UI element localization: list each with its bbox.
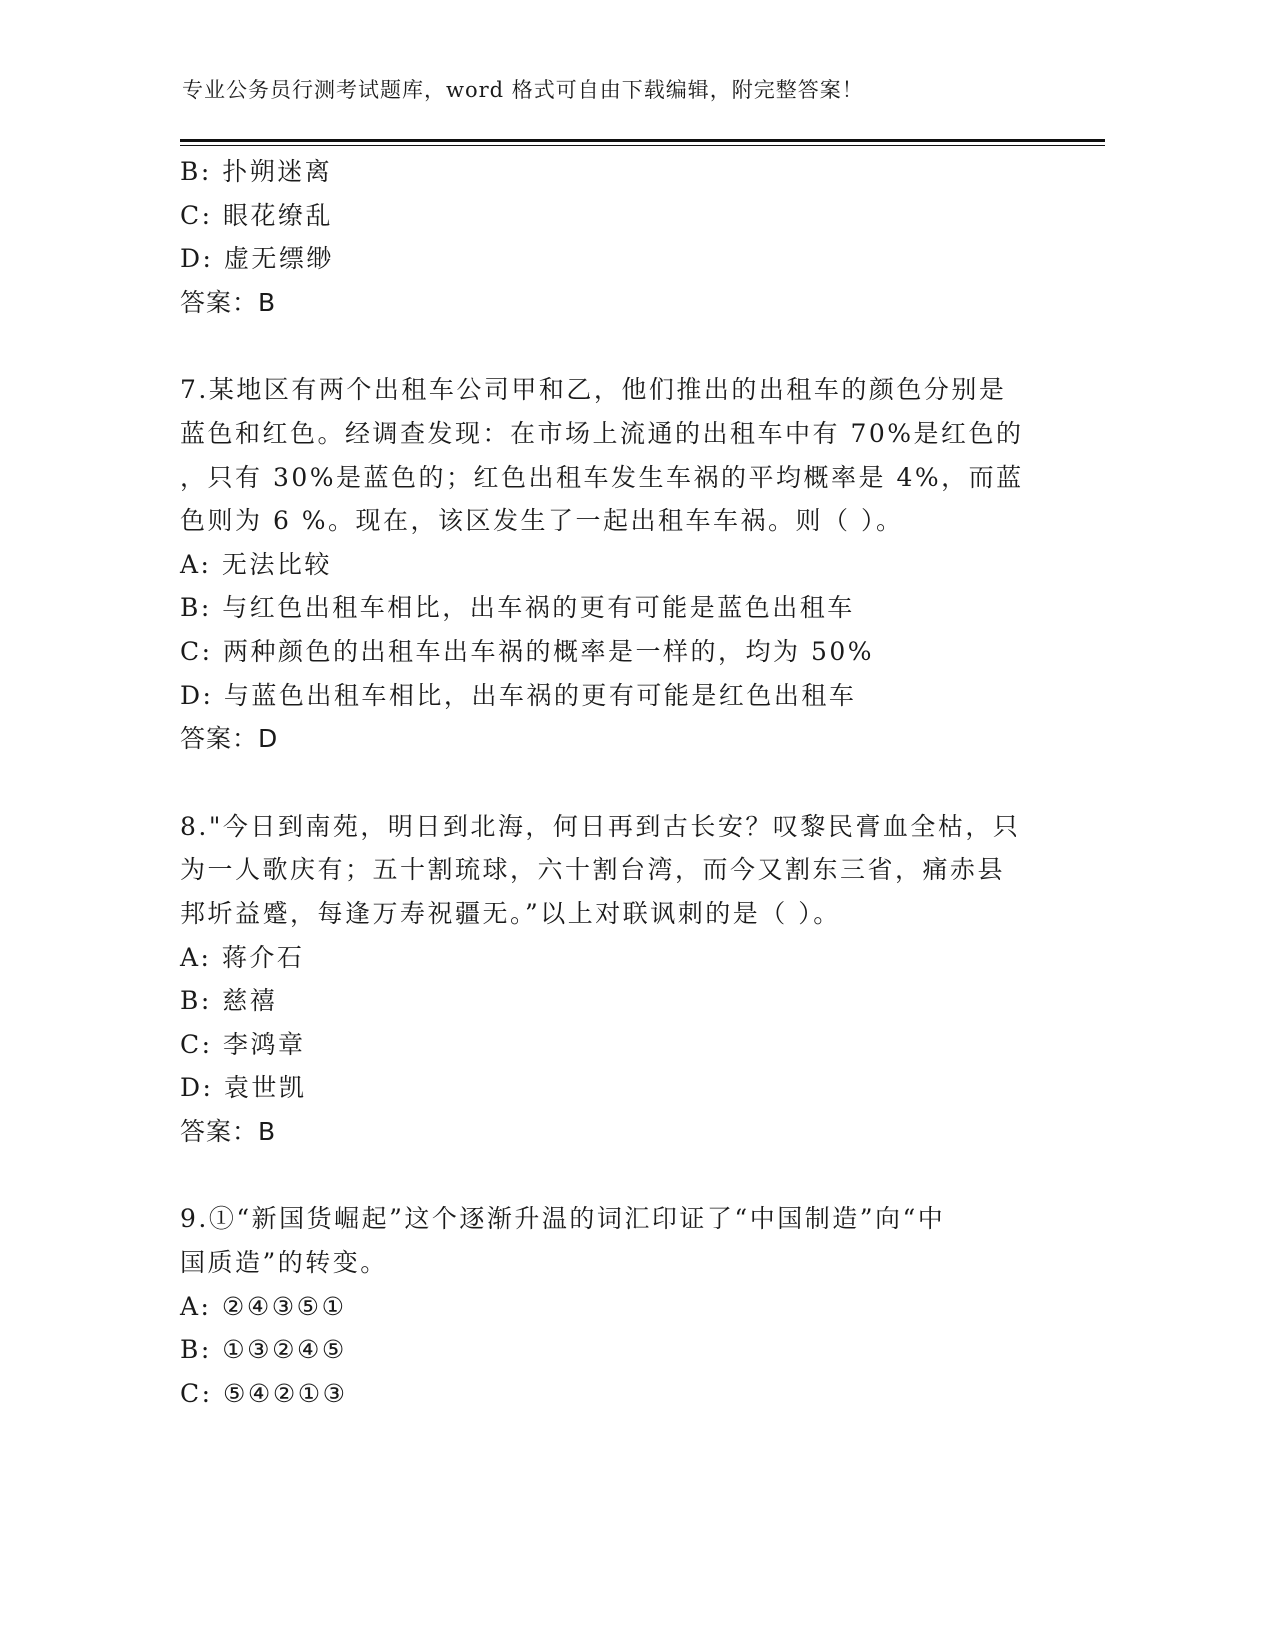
header-rule-thick (180, 139, 1105, 142)
option-a: A: 无法比较 (180, 549, 332, 579)
header-rule-thin (180, 145, 1105, 146)
question-stem-line: 9.①“新国货崛起”这个逐渐升温的词汇印证了“中国制造”向“中 (180, 1204, 946, 1234)
option-c: C: 眼花缭乱 (180, 200, 333, 230)
question-stem-line: 7.某地区有两个出租车公司甲和乙，他们推出的出租车的颜色分别是 (180, 375, 1007, 405)
option-d: D: 与蓝色出租车相比，出车祸的更有可能是红色出租车 (180, 680, 857, 710)
question-stem-line: ，只有 30%是蓝色的；红色出租车发生车祸的平均概率是 4%，而蓝 (180, 462, 1024, 492)
option-a: A: 蒋介石 (180, 942, 305, 972)
option-b: B: 慈禧 (180, 986, 278, 1016)
question-stem-line: 邦圻益蹙，每逢万寿祝疆无。”以上对联讽刺的是（ ）。 (180, 898, 841, 928)
page-header: 专业公务员行测考试题库，word 格式可自由下载编辑，附完整答案！ (182, 78, 864, 102)
question-stem-line: 色则为 6 %。现在，该区发生了一起出租车车祸。则（ ）。 (180, 506, 904, 536)
question-stem-line: 国质造”的转变。 (180, 1248, 388, 1278)
option-a: A: ②④③⑤① (180, 1291, 347, 1321)
answer: 答案：B (180, 287, 277, 317)
option-d: D: 虚无缥缈 (180, 244, 334, 274)
option-c: C: ⑤④②①③ (180, 1378, 348, 1408)
question-6-continued (180, 150, 1040, 324)
question-7 (180, 368, 1040, 760)
option-d: D: 袁世凯 (180, 1073, 307, 1103)
question-stem-line: 8."今日到南苑，明日到北海，何日再到古长安？叹黎民膏血全枯，只 (180, 811, 1021, 841)
answer: 答案：B (180, 1116, 277, 1146)
option-c: C: 两种颜色的出租车出车祸的概率是一样的，均为 50% (180, 636, 875, 666)
answer: 答案：D (180, 724, 279, 754)
option-b: B: 与红色出租车相比，出车祸的更有可能是蓝色出租车 (180, 593, 855, 623)
question-stem-line: 为一人歌庆有；五十割琉球，六十割台湾，而今又割东三省，痛赤县 (180, 855, 1006, 885)
question-9 (180, 1197, 1040, 1415)
option-b: B: ①③②④⑤ (180, 1335, 347, 1365)
document-body (180, 150, 1040, 1415)
question-stem-line: 蓝色和红色。经调查发现：在市场上流通的出租车中有 70%是红色的 (180, 418, 1024, 448)
option-b: B: 扑朔迷离 (180, 157, 333, 186)
question-8 (180, 805, 1040, 1154)
option-c: C: 李鸿章 (180, 1029, 306, 1059)
